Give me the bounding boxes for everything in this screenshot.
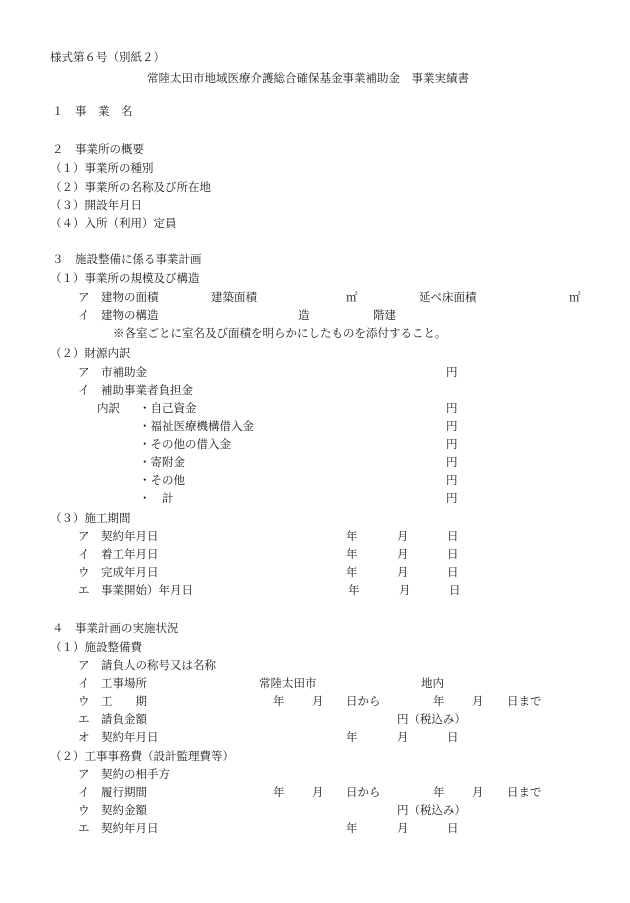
day-unit: 日 xyxy=(447,529,459,543)
breakdown-item: ・福祉医療機構借入金 xyxy=(139,419,254,433)
month-unit: 月 xyxy=(399,583,411,597)
month-unit: 月 xyxy=(397,529,409,543)
yen-unit: 円 xyxy=(446,419,458,433)
month-unit: 月 xyxy=(312,785,324,799)
yen-unit: 円 xyxy=(446,365,458,379)
contract-amount-label: ウ 契約金額 xyxy=(78,803,147,817)
day-unit: 日 xyxy=(447,730,459,744)
day-unit: 日 xyxy=(447,565,459,579)
year-unit: 年 xyxy=(433,694,445,708)
construction-period-heading: （３）施工期間 xyxy=(50,511,131,525)
floor-area-field-label: 延べ床面積 xyxy=(419,290,477,304)
yen-tax-included: 円（税込み） xyxy=(397,803,466,817)
contract-amount-label: エ 請負金額 xyxy=(78,712,147,726)
day-until: 日まで xyxy=(507,694,542,708)
form-number: 様式第６号（別紙２） xyxy=(50,50,165,64)
section-2-heading: ２ 事業所の概要 xyxy=(52,142,144,156)
day-from: 日から xyxy=(346,785,381,799)
contract-date-label: エ 契約年月日 xyxy=(78,821,159,835)
month-unit: 月 xyxy=(472,785,484,799)
month-unit: 月 xyxy=(397,821,409,835)
period-row-label: ウ 完成年月日 xyxy=(78,565,159,579)
work-period-label: ウ 工 期 xyxy=(78,694,147,708)
year-unit: 年 xyxy=(346,730,358,744)
building-area-label: ア 建物の面積 xyxy=(78,290,159,304)
yen-unit: 円 xyxy=(446,437,458,451)
section-2-item: （４）入所（利用）定員 xyxy=(50,216,177,230)
year-unit: 年 xyxy=(346,547,358,561)
day-unit: 日 xyxy=(447,821,459,835)
contract-date-label: オ 契約年月日 xyxy=(78,730,159,744)
yen-unit: 円 xyxy=(446,455,458,469)
section-2-item: （２）事業所の名称及び所在地 xyxy=(50,180,211,194)
scale-structure-heading: （１）事業所の規模及び構造 xyxy=(50,271,200,285)
sqm-unit: ㎡ xyxy=(346,290,358,304)
city-subsidy-label: ア 市補助金 xyxy=(78,365,147,379)
year-unit: 年 xyxy=(346,821,358,835)
section-2-item: （１）事業所の種別 xyxy=(50,161,154,175)
period-row-label: エ 事業開始）年月日 xyxy=(78,583,193,597)
yen-unit: 円 xyxy=(446,491,458,505)
breakdown-item: ・その他 xyxy=(139,473,185,487)
site-label: イ 工事場所 xyxy=(78,676,147,690)
facility-cost-heading: （１）施設整備費 xyxy=(50,640,142,654)
yen-unit: 円 xyxy=(446,401,458,415)
year-unit: 年 xyxy=(346,529,358,543)
performance-period-label: イ 履行期間 xyxy=(78,785,147,799)
breakdown-item: ・その他の借入金 xyxy=(139,437,231,451)
breakdown-label: 内訳 xyxy=(97,401,120,415)
building-area-field-label: 建築面積 xyxy=(211,290,257,304)
breakdown-total: ・ 計 xyxy=(139,491,174,505)
structure-label: イ 建物の構造 xyxy=(78,308,159,322)
month-unit: 月 xyxy=(397,565,409,579)
month-unit: 月 xyxy=(472,694,484,708)
day-until: 日まで xyxy=(507,785,542,799)
funding-heading: （２）財源内訳 xyxy=(50,346,131,360)
year-unit: 年 xyxy=(348,583,360,597)
section-2-item: （３）開設年月日 xyxy=(50,198,142,212)
period-row-label: イ 着工年月日 xyxy=(78,547,159,561)
section-4-heading: ４ 事業計画の実施状況 xyxy=(52,621,179,635)
site-chinai: 地内 xyxy=(421,676,444,690)
sqm-unit: ㎡ xyxy=(569,290,581,304)
contract-partner-label: ア 契約の相手方 xyxy=(78,767,170,781)
yen-unit: 円 xyxy=(446,473,458,487)
breakdown-item: ・寄附金 xyxy=(139,455,185,469)
attachment-note: ※各室ごとに室名及び面積を明らかにしたものを添付すること。 xyxy=(113,326,447,340)
period-row-label: ア 契約年月日 xyxy=(78,529,159,543)
breakdown-item: ・自己資金 xyxy=(139,401,197,415)
yen-tax-included: 円（税込み） xyxy=(397,712,466,726)
month-unit: 月 xyxy=(312,694,324,708)
admin-cost-heading: （２）工事事務費（設計監理費等） xyxy=(50,749,234,763)
structure-floors: 階建 xyxy=(373,308,396,322)
structure-zou: 造 xyxy=(298,308,310,322)
day-unit: 日 xyxy=(447,547,459,561)
year-unit: 年 xyxy=(433,785,445,799)
month-unit: 月 xyxy=(397,547,409,561)
year-unit: 年 xyxy=(273,785,285,799)
section-3-heading: ３ 施設整備に係る事業計画 xyxy=(52,252,202,266)
month-unit: 月 xyxy=(397,730,409,744)
day-unit: 日 xyxy=(449,583,461,597)
document-title: 常陸太田市地域医療介護総合確保基金事業補助金 事業実績書 xyxy=(147,71,469,85)
year-unit: 年 xyxy=(346,565,358,579)
section-1-heading: １ 事 業 名 xyxy=(52,104,133,118)
site-city: 常陸太田市 xyxy=(259,676,317,690)
burden-label: イ 補助事業者負担金 xyxy=(78,383,193,397)
day-from: 日から xyxy=(346,694,381,708)
year-unit: 年 xyxy=(273,694,285,708)
contractor-label: ア 請負人の称号又は名称 xyxy=(78,658,216,672)
